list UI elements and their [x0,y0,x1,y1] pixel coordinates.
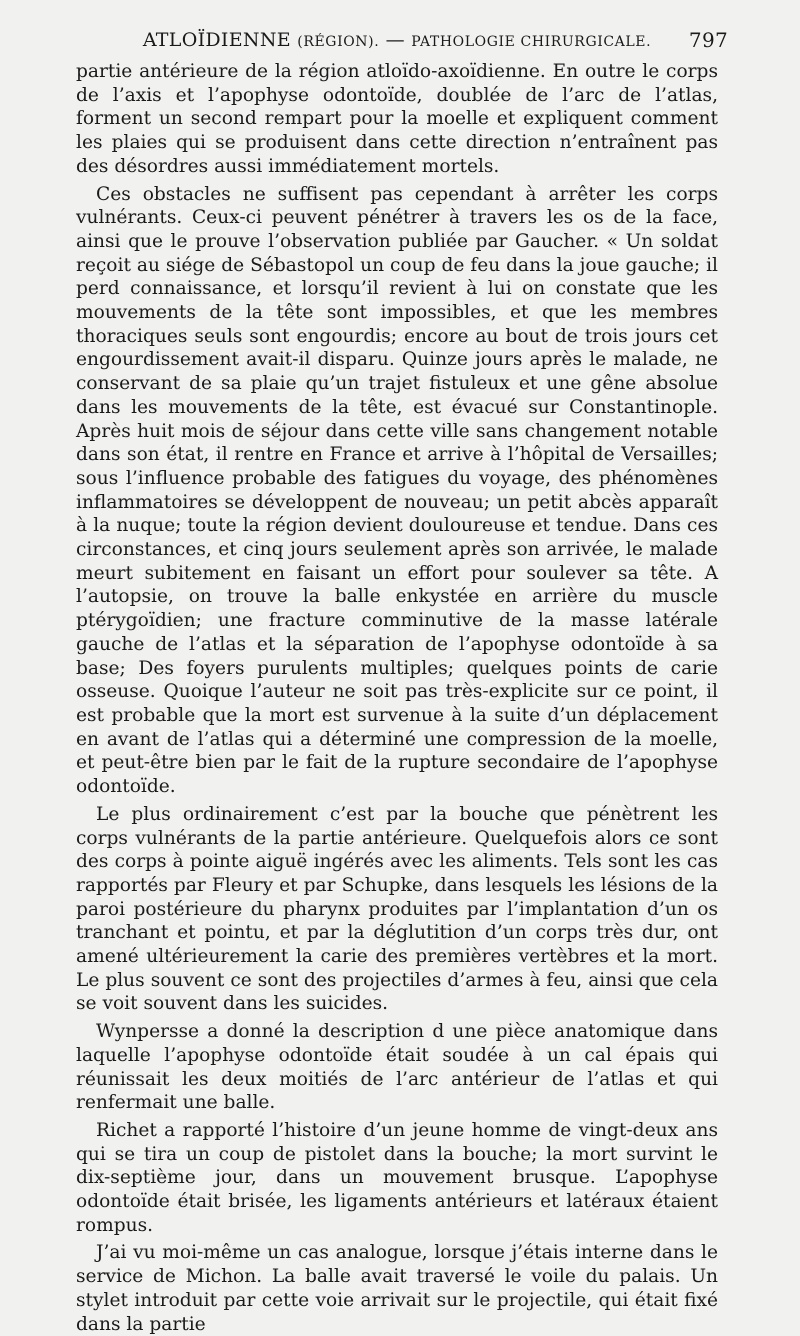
paragraph: Richet a rapporté l’histoire d’un jeune homme de vingt-deux ans qui se tira un coup de pistolet dans la bouche; la mort survint le dix-septième jour, dans un mouvement brusque. L’apophyse odontoïde était brisée, les ligaments antérieurs et latéraux étaient rompus. [76,1119,718,1236]
paragraph: Le plus ordinairement c’est par la bouche que pénètrent les corps vulnérants de la partie antérieure. Quelquefois alors ce sont des corps à pointe aiguë ingérés avec les aliments. Tels sont les cas rapportés par Fleury et par Schupke, dans lesquels les lésions de la paroi postérieure du pharynx produites par l’implantation d’un os tranchant et pointu, et par la déglutition d’un corps très dur, ont amené ultérieurement la carie des premières vertèbres et la mort. Le plus souvent ce sont des projectiles d’armes à feu, ainsi que cela se voit souvent dans les suicides. [76,803,718,1015]
title-section: PATHOLOGIE CHIRURGICALE. [411,34,652,50]
running-title [143,26,651,56]
paragraph: J’ai vu moi-même un cas analogue, lorsque j’étais interne dans le service de Michon. La balle avait traversé le voile du palais. Un stylet introduit par cette voie arrivait sur le projectile, qui était fixé dans la partie [76,1242,718,1335]
paragraph: Wynpersse a donné la description d une pièce anatomique dans laquelle l’apophyse odontoïde était soudée à un cal épais qui réunissait les deux moitiés de l’arc antérieur de l’atlas et qui renfermait une balle. [76,1021,718,1114]
body-text [76,60,718,1336]
page-number: 797 [688,28,728,52]
running-head [76,26,728,54]
paragraph: partie antérieure de la région atloïdo-axoïdienne. En outre le corps de l’axis et l’apophyse odontoïde, doublée de l’arc de l’atlas, forment un second rempart pour la moelle et expliquent comment les plaies qui se produisent dans cette direction n’entraînent pas des désordres aussi immédiatement mortels. [76,61,718,177]
title-separator: — [385,29,405,51]
title-region: (RÉGION). [297,34,380,50]
paragraph: Ces obstacles ne suffisent pas cependant à arrêter les corps vulnérants. Ceux-ci peuvent pénétrer à travers les os de la face, ainsi que le prouve l’observation publiée par Gaucher. « Un soldat reçoit au siége de Sébastopol un coup de feu dans la joue gauche; il perd connaissance, et lorsqu’il revient à lui on constate que les mouvements de la tête sont impossibles, et que les membres thoraciques seuls sont engourdis; encore au bout de trois jours cet engourdissement avait-il disparu. Quinze jours après le malade, ne conservant de sa plaie qu’un trajet fistuleux et une gêne absolue dans les mouvements de la tête, est évacué sur Constantinople. Après huit mois de séjour dans cette ville sans changement notable dans son état, il rentre en France et arrive à l’hôpital de Versailles; sous l’influence probable des fatigues du voyage, des phénomènes inflammatoires se développent de nouveau; un petit abcès apparaît à la nuque; toute la région devient douloureuse et tendue. Dans ces circonstances, et cinq jours seulement après son arrivée, le malade meurt subitement en faisant un effort pour soulever sa tête. A l’autopsie, on trouve la balle enkystée en arrière du muscle ptérygoïdien; une fracture comminutive de la masse latérale gauche de l’atlas et la séparation de l’apophyse odontoïde à sa base; Des foyers purulents multiples; quelques points de carie osseuse. Quoique l’auteur ne soit pas très-explicite sur ce point, il est probable que la mort est survenue à la suite d’un déplacement en avant de l’atlas qui a déterminé une compression de la moelle, et peut-être bien par le fait de la rupture secondaire de l’apophyse odontoïde. [76,183,718,798]
title-main: ATLOÏDIENNE [142,29,291,51]
